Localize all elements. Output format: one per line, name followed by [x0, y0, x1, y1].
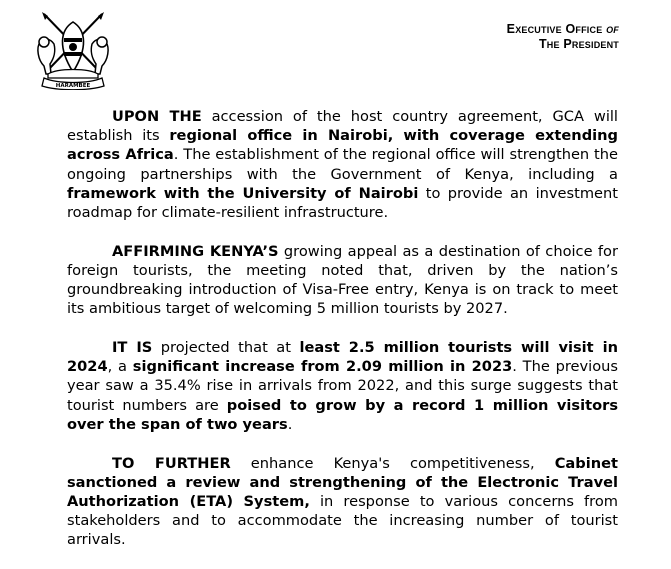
office-line-2: The President	[538, 37, 619, 51]
letterhead	[0, 0, 671, 100]
seal-motto: HARAMBEE	[55, 83, 91, 89]
bold-text: regional office in Nairobi, with coverage extending across Africa	[67, 127, 618, 164]
bold-text: poised to grow by a record 1 million visitors over the span of two years	[67, 396, 619, 433]
paragraph-4	[67, 454, 618, 550]
document-body	[67, 107, 618, 569]
body-text: , a	[107, 358, 133, 376]
kenya-coat-of-arms-icon	[34, 12, 112, 90]
body-text: accession of the host country agreement, GCA will establish its	[67, 108, 618, 145]
paragraph-2	[67, 242, 618, 319]
body-text: in response to various concerns from stakeholders and to accommodate the increasing number of tourist arrivals.	[67, 492, 618, 549]
paragraph-3	[67, 338, 618, 434]
body-text: .	[287, 415, 293, 433]
bold-text: least 2.5 million tourists will visit in 2024	[67, 339, 618, 376]
bold-text: framework with the University of Nairobi	[67, 184, 419, 202]
bold-text: AFFIRMING KENYA’S	[112, 242, 279, 260]
office-line-1: Executive Office	[506, 22, 603, 36]
office-of: of	[606, 22, 619, 36]
body-text: to provide an investment roadmap for climate-resilient infrastructure.	[67, 184, 618, 222]
paragraph-1	[67, 107, 618, 222]
bold-text: significant increase from 2.09 million in 2023	[132, 358, 513, 376]
bold-text: IT IS	[112, 339, 153, 357]
body-text: enhance Kenya's competitiveness,	[230, 454, 555, 472]
body-text: projected that at	[152, 339, 300, 357]
office-title	[507, 22, 619, 52]
bold-text: UPON THE	[112, 108, 202, 125]
body-text: growing appeal as a destination of choice for foreign tourists, the meeting noted that, driven by the nation’s groundbreaking introduction of Visa-Free entry, Kenya is on track to meet its ambitious target of welcoming 5 million tourists by 2027.	[67, 242, 618, 318]
body-text: . The previous year saw a 35.4% rise in arrivals from 2022, and this surge suggests that tourist numbers are	[67, 358, 618, 414]
bold-text: TO FURTHER	[112, 454, 231, 472]
bold-text: Cabinet sanctioned a review and strengthening of the Electronic Travel Authorization (ETA) System,	[67, 454, 618, 510]
body-text: . The establishment of the regional office will strengthen the ongoing partnerships with the Government of Kenya, including a	[67, 146, 618, 183]
